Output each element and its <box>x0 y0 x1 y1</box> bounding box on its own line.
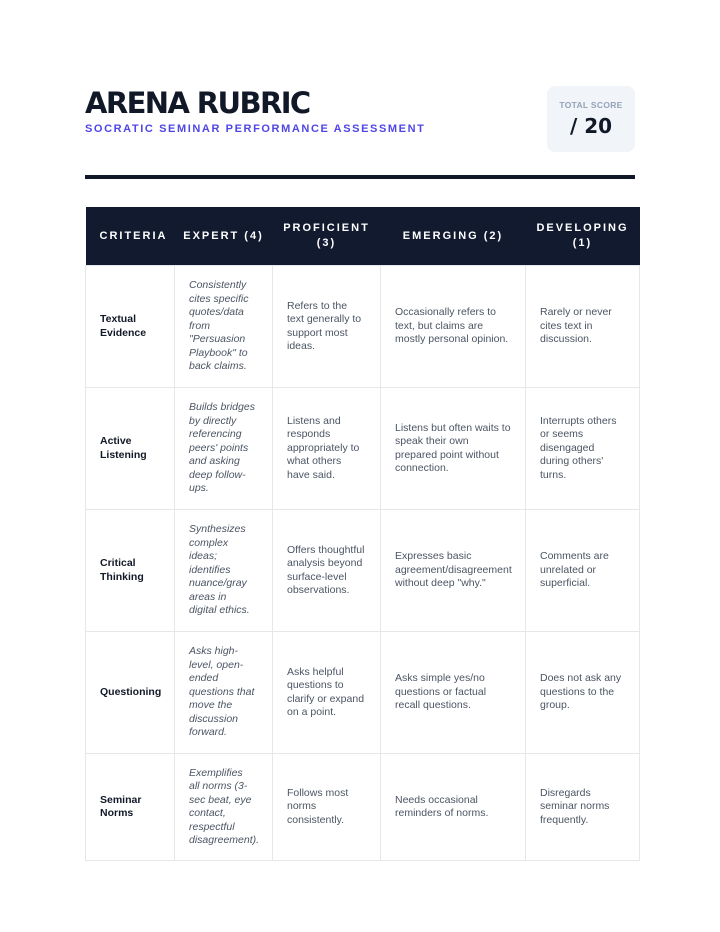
total-score-box <box>547 86 635 152</box>
criteria-cell: Critical Thinking <box>86 510 175 632</box>
table-row <box>86 632 640 754</box>
expert-cell: Builds bridges by directly referencing peers' points and asking deep follow-ups. <box>175 388 273 510</box>
page-subtitle: SOCRATIC SEMINAR PERFORMANCE ASSESSMENT <box>85 123 426 135</box>
page <box>85 86 639 176</box>
criteria-cell: Textual Evidence <box>86 266 175 388</box>
emerging-cell: Expresses basic agreement/disagreement without deep "why." <box>381 510 526 632</box>
developing-cell: Disregards seminar norms frequently. <box>526 754 640 861</box>
column-header-expert: EXPERT (4) <box>175 207 273 266</box>
expert-cell: Exemplifies all norms (3-sec beat, eye contact, respectful disagreement). <box>175 754 273 861</box>
expert-cell: Asks high-level, open-ended questions that move the discussion forward. <box>175 632 273 754</box>
header-divider <box>85 175 635 179</box>
proficient-cell: Refers to the text generally to support most ideas. <box>273 266 381 388</box>
table-row <box>86 266 640 388</box>
table-header-row <box>86 207 640 266</box>
page-title: ARENA RUBRIC <box>85 86 310 120</box>
proficient-cell: Asks helpful questions to clarify or expand on a point. <box>273 632 381 754</box>
table-row <box>86 754 640 861</box>
emerging-cell: Needs occasional reminders of norms. <box>381 754 526 861</box>
developing-cell: Does not ask any questions to the group. <box>526 632 640 754</box>
column-header-criteria: CRITERIA <box>86 207 175 266</box>
developing-cell: Interrupts others or seems disengaged during others' turns. <box>526 388 640 510</box>
table-row <box>86 510 640 632</box>
total-score-label: TOTAL SCORE <box>559 100 623 110</box>
expert-cell: Consistently cites specific quotes/data from "Persuasion Playbook" to back claims. <box>175 266 273 388</box>
column-header-emerging: EMERGING (2) <box>381 207 526 266</box>
proficient-cell: Listens and responds appropriately to what others have said. <box>273 388 381 510</box>
header <box>85 86 639 176</box>
expert-cell: Synthesizes complex ideas; identifies nuance/gray areas in digital ethics. <box>175 510 273 632</box>
criteria-cell: Active Listening <box>86 388 175 510</box>
total-score-value: / 20 <box>569 114 613 138</box>
developing-cell: Comments are unrelated or superficial. <box>526 510 640 632</box>
table-row <box>86 388 640 510</box>
proficient-cell: Offers thoughtful analysis beyond surface-level observations. <box>273 510 381 632</box>
emerging-cell: Asks simple yes/no questions or factual recall questions. <box>381 632 526 754</box>
column-header-proficient: PROFICIENT (3) <box>273 207 381 266</box>
criteria-cell: Questioning <box>86 632 175 754</box>
rubric-table <box>85 207 640 861</box>
emerging-cell: Occasionally refers to text, but claims are mostly personal opinion. <box>381 266 526 388</box>
proficient-cell: Follows most norms consistently. <box>273 754 381 861</box>
criteria-cell: Seminar Norms <box>86 754 175 861</box>
developing-cell: Rarely or never cites text in discussion. <box>526 266 640 388</box>
emerging-cell: Listens but often waits to speak their own prepared point without connection. <box>381 388 526 510</box>
column-header-developing: DEVELOPING (1) <box>526 207 640 266</box>
